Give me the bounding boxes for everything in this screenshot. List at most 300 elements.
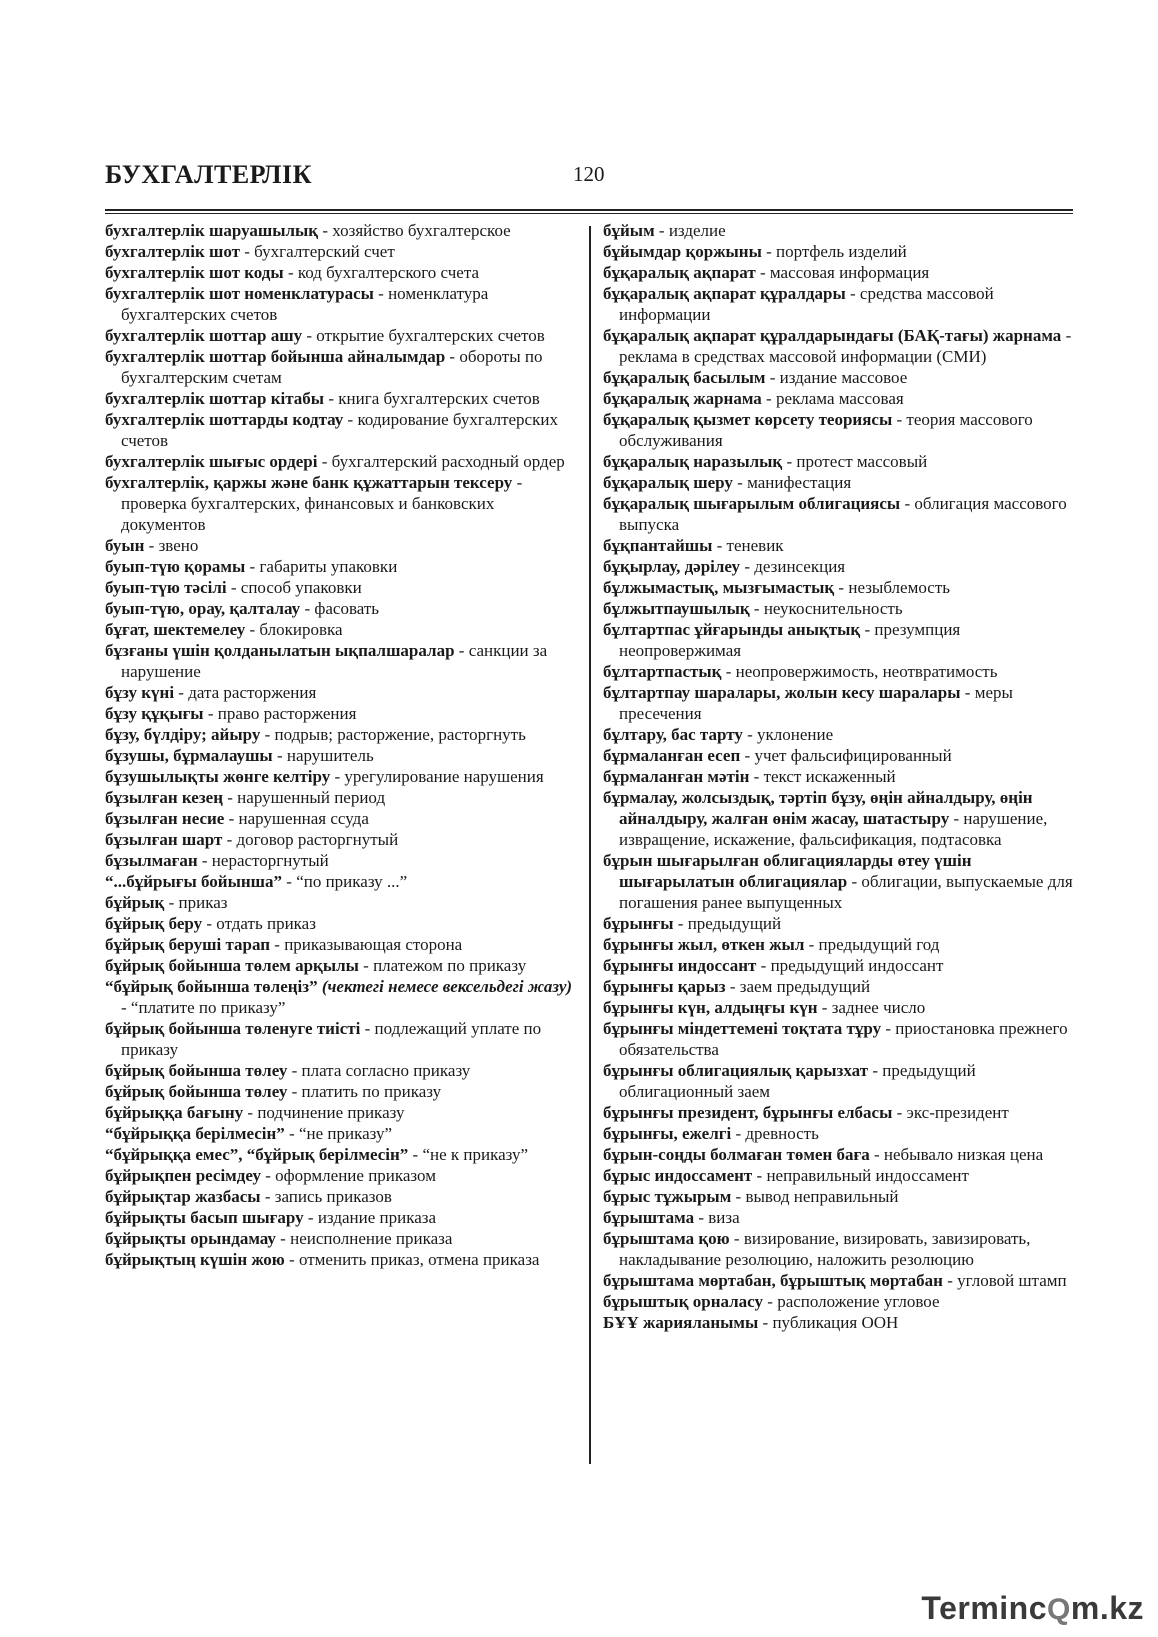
dictionary-entry — [105, 766, 575, 787]
dictionary-entry — [105, 1102, 575, 1123]
entry-definition: приказ — [178, 893, 228, 912]
dictionary-entry — [603, 535, 1073, 556]
dictionary-entry — [603, 1291, 1073, 1312]
entry-definition: неукоснительность — [763, 599, 903, 618]
entry-separator: - — [324, 389, 339, 408]
entry-term: бұзылған несие — [105, 809, 225, 828]
entry-term: бұрмаланған есеп — [603, 746, 741, 765]
column-divider — [589, 226, 591, 1464]
entry-separator: - — [740, 746, 755, 765]
dictionary-entry — [603, 955, 1073, 976]
entry-separator: - — [243, 1103, 258, 1122]
entry-separator: - — [881, 1019, 896, 1038]
dictionary-entry — [105, 703, 575, 724]
dictionary-entry — [603, 745, 1073, 766]
entry-separator: - — [694, 1208, 709, 1227]
entry-separator: - — [761, 389, 776, 408]
right-column — [603, 220, 1073, 1333]
entry-definition: нарушитель — [286, 746, 374, 765]
dictionary-entry — [603, 682, 1073, 724]
entry-definition: облигация массового выпуска — [619, 494, 1067, 534]
entry-definition: заднее число — [831, 998, 926, 1017]
entry-definition: подчинение приказу — [257, 1103, 405, 1122]
dictionary-entry — [105, 1228, 575, 1249]
entry-term: “бұйрық бойынша төлеңіз” — [105, 977, 318, 996]
entry-term: буып-түю қорамы — [105, 557, 246, 576]
entry-separator: - — [224, 809, 239, 828]
entry-separator: - — [454, 641, 469, 660]
entry-separator: - — [287, 1082, 302, 1101]
entry-term: бұзушылықты жөнге келтіру — [105, 767, 331, 786]
entry-separator: - — [302, 326, 317, 345]
entry-term: бұзу құқығы — [105, 704, 204, 723]
entry-definition: заем предыдущий — [739, 977, 871, 996]
entry-definition: “не приказу” — [298, 1124, 393, 1143]
entry-term: бұрынғы күн, алдыңғы күн — [603, 998, 818, 1017]
entry-separator: - — [245, 620, 260, 639]
site-watermark-logo — [921, 1590, 1144, 1627]
entry-term: бұйрықтың күшін жою — [105, 1250, 285, 1269]
entry-term: бухгалтерлік шот — [105, 242, 240, 261]
entry-definition: санкции за нарушение — [121, 641, 548, 681]
entry-term: бұрыштама — [603, 1208, 695, 1227]
entry-separator: - — [721, 662, 736, 681]
entry-separator: - — [942, 1271, 958, 1290]
entry-definition: предыдущий — [687, 914, 782, 933]
entry-separator: - — [223, 788, 238, 807]
entry-separator: - — [343, 410, 358, 429]
entry-term: буып-түю, орау, қалталау — [105, 599, 301, 618]
dictionary-entry — [105, 955, 575, 976]
dictionary-entry — [105, 283, 575, 325]
page-number: 120 — [573, 162, 605, 186]
entry-term: бұйрық беруші тарап — [105, 935, 271, 954]
entry-separator: - — [275, 1229, 291, 1248]
entry-term: бұзғаны үшін қолданылатын ықпалшаралар — [105, 641, 455, 660]
entry-separator: - — [1061, 326, 1072, 345]
dictionary-entry — [105, 220, 575, 241]
entry-term: бұқаралық басылым — [603, 368, 766, 387]
entry-separator: - — [900, 494, 915, 513]
dictionary-entry — [105, 346, 575, 388]
dictionary-entry — [105, 1186, 575, 1207]
entry-definition: предыдущий год — [818, 935, 940, 954]
entry-separator: - — [761, 242, 777, 261]
entry-term: буын — [105, 536, 145, 555]
dictionary-entry — [105, 640, 575, 682]
entry-term: бұқаралық ақпарат құралдарындағы (БАҚ-тағы) жарнама — [603, 326, 1062, 345]
entry-separator: - — [226, 578, 241, 597]
entry-separator: - — [512, 473, 523, 492]
entry-term: бұрын-соңды болмаған төмен баға — [603, 1145, 870, 1164]
dictionary-entry — [603, 556, 1073, 577]
entry-term: бұрынғы облигациялық қарызхат — [603, 1061, 869, 1080]
entry-term: бұрын шығарылған облигацияларды өтеу үшін шығарылатын облигациялар — [603, 851, 972, 891]
dictionary-entry — [105, 1144, 575, 1165]
entry-term: бұрыс индоссамент — [603, 1166, 753, 1185]
dictionary-entry — [105, 1081, 575, 1102]
entry-term: бұрыс тұжырым — [603, 1187, 732, 1206]
entry-separator: - — [284, 1250, 299, 1269]
entry-term: бұлтартпастық — [603, 662, 722, 681]
entry-term: бухгалтерлік шоттарды кодтау — [105, 410, 344, 429]
watermark-text-2: c — [1028, 1590, 1048, 1626]
entry-term: бұзылмаған — [105, 851, 198, 870]
entry-definition: книга бухгалтерских счетов — [338, 389, 540, 408]
dictionary-entry — [105, 850, 575, 871]
entry-definition: способ упаковки — [240, 578, 362, 597]
entry-definition: кодирование бухгалтерских счетов — [121, 410, 558, 450]
entry-definition: презумпция неопровержимая — [619, 620, 961, 660]
entry-definition: приостановка прежнего обязательства — [619, 1019, 1068, 1059]
dictionary-entry — [603, 619, 1073, 661]
entry-separator: - — [318, 221, 333, 240]
entry-term: бухгалтерлік, қаржы және банк құжаттарын тексеру — [105, 473, 513, 492]
dictionary-entry — [105, 745, 575, 766]
entry-term: бұйым — [603, 221, 655, 240]
entry-definition: нарушенная ссуда — [238, 809, 369, 828]
entry-definition: платежом по приказу — [373, 956, 527, 975]
entry-definition: расположение угловое — [777, 1292, 940, 1311]
entry-definition: реклама массовая — [775, 389, 904, 408]
entry-term: бұйрықпен ресімдеу — [105, 1166, 261, 1185]
entry-definition: нарушение, извращение, искажение, фальсификация, подтасовка — [619, 809, 1048, 849]
dictionary-entry — [105, 451, 575, 472]
dictionary-entry — [603, 913, 1073, 934]
header-rule-thin — [105, 213, 1073, 214]
dictionary-entry — [105, 829, 575, 850]
entry-definition: манифестация — [747, 473, 852, 492]
entry-definition: номенклатура бухгалтерских счетов — [121, 284, 489, 324]
dictionary-entry — [603, 1270, 1073, 1291]
entry-term: бұлтартпас ұйғарынды анықтық — [603, 620, 861, 639]
dictionary-entry — [603, 1102, 1073, 1123]
dictionary-entry — [105, 262, 575, 283]
entry-term: “бұйрыққа емес”, “бұйрық берілмесін” — [105, 1145, 409, 1164]
dictionary-entry — [603, 661, 1073, 682]
dictionary-entry — [105, 1018, 575, 1060]
dictionary-entry — [105, 535, 575, 556]
dictionary-entry — [603, 766, 1073, 787]
entry-term: бұйрыққа бағыну — [105, 1103, 244, 1122]
entry-definition: бухгалтерский счет — [254, 242, 395, 261]
entry-separator: - — [782, 452, 797, 471]
dictionary-entry — [603, 598, 1073, 619]
entry-definition: нарушенный период — [237, 788, 386, 807]
entry-term: бухгалтерлік шығыс ордері — [105, 452, 318, 471]
dictionary-entry — [603, 1228, 1073, 1270]
entry-separator: - — [868, 1061, 883, 1080]
entry-term: бухгалтерлік шоттар кітабы — [105, 389, 325, 408]
entry-separator: - — [755, 263, 770, 282]
entry-definition: габариты упаковки — [259, 557, 398, 576]
dictionary-entry — [603, 934, 1073, 955]
entry-separator: - — [144, 536, 159, 555]
entry-separator: - — [303, 1208, 318, 1227]
dictionary-entry — [105, 682, 575, 703]
entry-separator: - — [654, 221, 669, 240]
dictionary-entry — [105, 1165, 575, 1186]
entry-term: бұқаралық шығарылым облигациясы — [603, 494, 901, 513]
entry-separator: - — [817, 998, 832, 1017]
entry-term: бұрынғы президент, бұрынғы елбасы — [603, 1103, 893, 1122]
dictionary-entry — [105, 1249, 575, 1270]
entry-separator: - — [121, 998, 131, 1017]
entry-term: буып-түю тәсілі — [105, 578, 227, 597]
entry-definition: урегулирование нарушения — [344, 767, 544, 786]
entry-definition: учет фальсифицированный — [754, 746, 952, 765]
entry-definition: изделие — [668, 221, 726, 240]
entry-definition: подлежащий уплате по приказу — [121, 1019, 542, 1059]
entry-definition: протест массовый — [796, 452, 928, 471]
entry-definition: платить по приказу — [301, 1082, 442, 1101]
dictionary-entry — [603, 409, 1073, 451]
entry-definition: право расторжения — [217, 704, 357, 723]
entry-term: бұйрықты басып шығару — [105, 1208, 304, 1227]
entry-definition: “не к приказу” — [422, 1145, 529, 1164]
entry-definition: издание приказа — [317, 1208, 437, 1227]
dictionary-entry — [603, 1123, 1073, 1144]
entry-separator: - — [763, 1292, 778, 1311]
entry-definition: предыдущий облигационный заем — [619, 1061, 976, 1101]
entry-definition: вывод неправильный — [745, 1187, 899, 1206]
entry-separator: - — [732, 473, 748, 492]
entry-definition: неопровержимость, неотвратимость — [735, 662, 998, 681]
entry-definition: теневик — [726, 536, 784, 555]
entry-definition: отдать приказ — [216, 914, 316, 933]
dictionary-entry — [603, 1018, 1073, 1060]
entry-term: бұқаралық шеру — [603, 473, 733, 492]
entry-term: “...бұйрығы бойынша” — [105, 872, 283, 891]
entry-term: бухгалтерлік шот коды — [105, 263, 284, 282]
entry-definition: запись приказов — [274, 1187, 392, 1206]
entry-definition: древность — [745, 1124, 819, 1143]
entry-term: бұрынғы міндеттемені тоқтата тұру — [603, 1019, 882, 1038]
watermark-text-1: Termin — [921, 1590, 1029, 1626]
entry-term: бұқаралық ақпарат — [603, 263, 756, 282]
entry-separator: - — [164, 893, 179, 912]
entry-separator: - — [673, 914, 688, 933]
entry-separator: - — [949, 809, 964, 828]
entry-separator: - — [239, 242, 255, 261]
entry-term: бұйрық — [105, 893, 165, 912]
entry-definition: дата расторжения — [188, 683, 317, 702]
entry-separator: - — [740, 557, 755, 576]
entry-definition: дезинсекция — [754, 557, 846, 576]
entry-separator: - — [892, 410, 907, 429]
entry-term: бұйрықты орындамау — [105, 1229, 276, 1248]
dictionary-entry — [603, 997, 1073, 1018]
entry-term: бұзу, бүлдіру; айыру — [105, 725, 261, 744]
dictionary-entry — [105, 577, 575, 598]
entry-term: бұзылған шарт — [105, 830, 223, 849]
entry-separator: - — [222, 830, 237, 849]
watermark-text-3: m.kz — [1070, 1590, 1144, 1626]
entry-definition: публикация ООН — [772, 1313, 899, 1332]
dictionary-entry — [603, 850, 1073, 913]
entry-separator: - — [287, 1061, 302, 1080]
entry-definition: виза — [708, 1208, 740, 1227]
entry-separator: - — [729, 1229, 744, 1248]
entry-separator: - — [834, 578, 849, 597]
entry-term: бұлжытпаушылық — [603, 599, 750, 618]
dictionary-entry — [105, 388, 575, 409]
entry-separator: - — [300, 599, 315, 618]
entry-definition: небывало низкая цена — [883, 1145, 1044, 1164]
entry-separator: - — [758, 1313, 773, 1332]
entry-definition: проверка бухгалтерских, финансовых и банковских документов — [121, 494, 495, 534]
dictionary-entry — [603, 1060, 1073, 1102]
entry-separator: - — [260, 725, 275, 744]
entry-term: бұрыштама қою — [603, 1229, 730, 1248]
entry-separator: - — [283, 263, 298, 282]
entry-definition: плата согласно приказу — [301, 1061, 471, 1080]
entry-definition: уклонение — [757, 725, 834, 744]
dictionary-entry — [603, 976, 1073, 997]
dictionary-entry — [105, 598, 575, 619]
entry-separator: - — [756, 956, 771, 975]
entry-separator: - — [245, 557, 260, 576]
entry-separator: - — [765, 368, 780, 387]
entry-separator: - — [270, 935, 285, 954]
entry-definition: “платите по приказу” — [130, 998, 286, 1017]
entry-separator: - — [860, 620, 875, 639]
entry-definition: “по приказу ...” — [296, 872, 408, 891]
entry-separator: - — [960, 683, 975, 702]
entry-separator: - — [203, 704, 218, 723]
entry-separator: - — [712, 536, 727, 555]
entry-separator: - — [197, 851, 212, 870]
entry-separator: - — [408, 1145, 423, 1164]
entry-term: бухгалтерлік шоттар бойынша айналымдар — [105, 347, 446, 366]
entry-separator: - — [749, 599, 764, 618]
entry-term: бухгалтерлік шаруашылық — [105, 221, 319, 240]
entry-term: бұйрық бойынша төлеу — [105, 1061, 288, 1080]
entry-term: бұлтару, бас тарту — [603, 725, 743, 744]
entry-separator: - — [260, 1166, 276, 1185]
entry-definition: обороты по бухгалтерским счетам — [121, 347, 543, 387]
entry-separator: - — [847, 872, 862, 891]
dictionary-entry — [603, 1312, 1073, 1333]
entry-separator: - — [260, 1187, 275, 1206]
dictionary-entry — [603, 262, 1073, 283]
entry-definition: меры пресечения — [619, 683, 1013, 723]
dictionary-entry — [105, 556, 575, 577]
dictionary-entry — [105, 1207, 575, 1228]
entry-definition: визирование, визировать, завизировать, накладывание резолюцию, наложить резолюцию — [619, 1229, 1031, 1269]
entry-term: бұрынғы жыл, өткен жыл — [603, 935, 805, 954]
entry-separator: - — [804, 935, 819, 954]
entry-definition: массовая информация — [769, 263, 930, 282]
entry-definition: неправильный индоссамент — [766, 1166, 969, 1185]
entry-definition: незыблемость — [848, 578, 950, 597]
dictionary-entry — [603, 1165, 1073, 1186]
entry-definition: приказывающая сторона — [284, 935, 463, 954]
entry-term: бұрынғы, ежелгі — [603, 1124, 732, 1143]
dictionary-entry — [603, 1186, 1073, 1207]
dictionary-entry — [603, 451, 1073, 472]
entry-definition: издание массовое — [779, 368, 908, 387]
entry-term: бұйымдар қоржыны — [603, 242, 762, 261]
entry-term: бұзушы, бұрмалаушы — [105, 746, 273, 765]
dictionary-entry — [105, 976, 575, 1018]
dictionary-entry — [105, 1060, 575, 1081]
entry-definition: неисполнение приказа — [290, 1229, 453, 1248]
entry-definition: договор расторгнутый — [236, 830, 399, 849]
entry-term: бұрынғы қарыз — [603, 977, 726, 996]
dictionary-entry — [603, 325, 1073, 367]
dictionary-entry — [603, 388, 1073, 409]
entry-definition: фасовать — [314, 599, 380, 618]
dictionary-entry — [105, 787, 575, 808]
entry-separator: - — [725, 977, 740, 996]
entry-separator: - — [284, 1124, 299, 1143]
entry-separator: - — [282, 872, 297, 891]
dictionary-entry — [603, 283, 1073, 325]
entry-term: бұқаралық жарнама — [603, 389, 762, 408]
entry-definition: предыдущий индоссант — [770, 956, 944, 975]
entry-term: бұрынғы — [603, 914, 674, 933]
entry-term: бұрмалау, жолсыздық, тәртіп бұзу, өңін айналдыру, өңін айналдыру, жалған өнім жасау, шатастыру — [603, 788, 1033, 828]
entry-separator: - — [330, 767, 345, 786]
entry-definition: блокировка — [259, 620, 343, 639]
entry-definition: экс-президент — [906, 1103, 1009, 1122]
entry-term: бұқаралық наразылық — [603, 452, 783, 471]
dictionary-entry — [603, 367, 1073, 388]
dictionary-entry — [105, 619, 575, 640]
entry-separator: - — [845, 284, 860, 303]
dictionary-entry — [105, 1123, 575, 1144]
entry-term: бұзылған кезең — [105, 788, 223, 807]
entry-term: бұрыштама мөртабан, бұрыштық мөртабан — [603, 1271, 943, 1290]
dictionary-entry — [603, 724, 1073, 745]
entry-separator: - — [731, 1124, 746, 1143]
entry-term: бұлжымастық, мызғымастық — [603, 578, 835, 597]
entry-definition: нерасторгнутый — [211, 851, 329, 870]
dictionary-entry — [603, 1144, 1073, 1165]
dictionary-entry — [105, 913, 575, 934]
dictionary-entry — [105, 892, 575, 913]
entry-term: бұлтартпау шаралары, жолын кесу шаралары — [603, 683, 961, 702]
entry-term: БҰҰ жарияланымы — [603, 1313, 759, 1332]
entry-definition: текст искаженный — [763, 767, 896, 786]
entry-term: бұғат, шектемелеу — [105, 620, 246, 639]
entry-term: бұрыштық орналасу — [603, 1292, 764, 1311]
magnifier-icon: Q — [1047, 1593, 1071, 1626]
dictionary-entry — [603, 241, 1073, 262]
entry-definition: облигации, выпускаемые для погашения ранее выпущенных — [619, 872, 1073, 912]
entry-note: (чектегі немесе вексельдегі жазу) — [317, 977, 573, 996]
entry-term: бұзу күні — [105, 683, 175, 702]
left-column — [105, 220, 575, 1270]
entry-term: бұйрықтар жазбасы — [105, 1187, 261, 1206]
entry-term: бұрынғы индоссант — [603, 956, 757, 975]
entry-separator: - — [731, 1187, 746, 1206]
entry-definition: код бухгалтерского счета — [297, 263, 480, 282]
entry-definition: оформление приказом — [275, 1166, 436, 1185]
dictionary-entry — [105, 808, 575, 829]
entry-definition: звено — [158, 536, 199, 555]
page-header — [105, 150, 1073, 208]
entry-term: бұйрық бойынша төлеу — [105, 1082, 288, 1101]
entry-definition: бухгалтерский расходный ордер — [331, 452, 565, 471]
entry-term: бұйрық бойынша төлем арқылы — [105, 956, 359, 975]
running-head-title: БУХГАЛТЕРЛІК — [105, 160, 313, 189]
entry-term: бұқырлау, дәрілеу — [603, 557, 741, 576]
dictionary-entry — [105, 871, 575, 892]
entry-separator: - — [317, 452, 332, 471]
entry-definition: средства массовой информации — [619, 284, 994, 324]
